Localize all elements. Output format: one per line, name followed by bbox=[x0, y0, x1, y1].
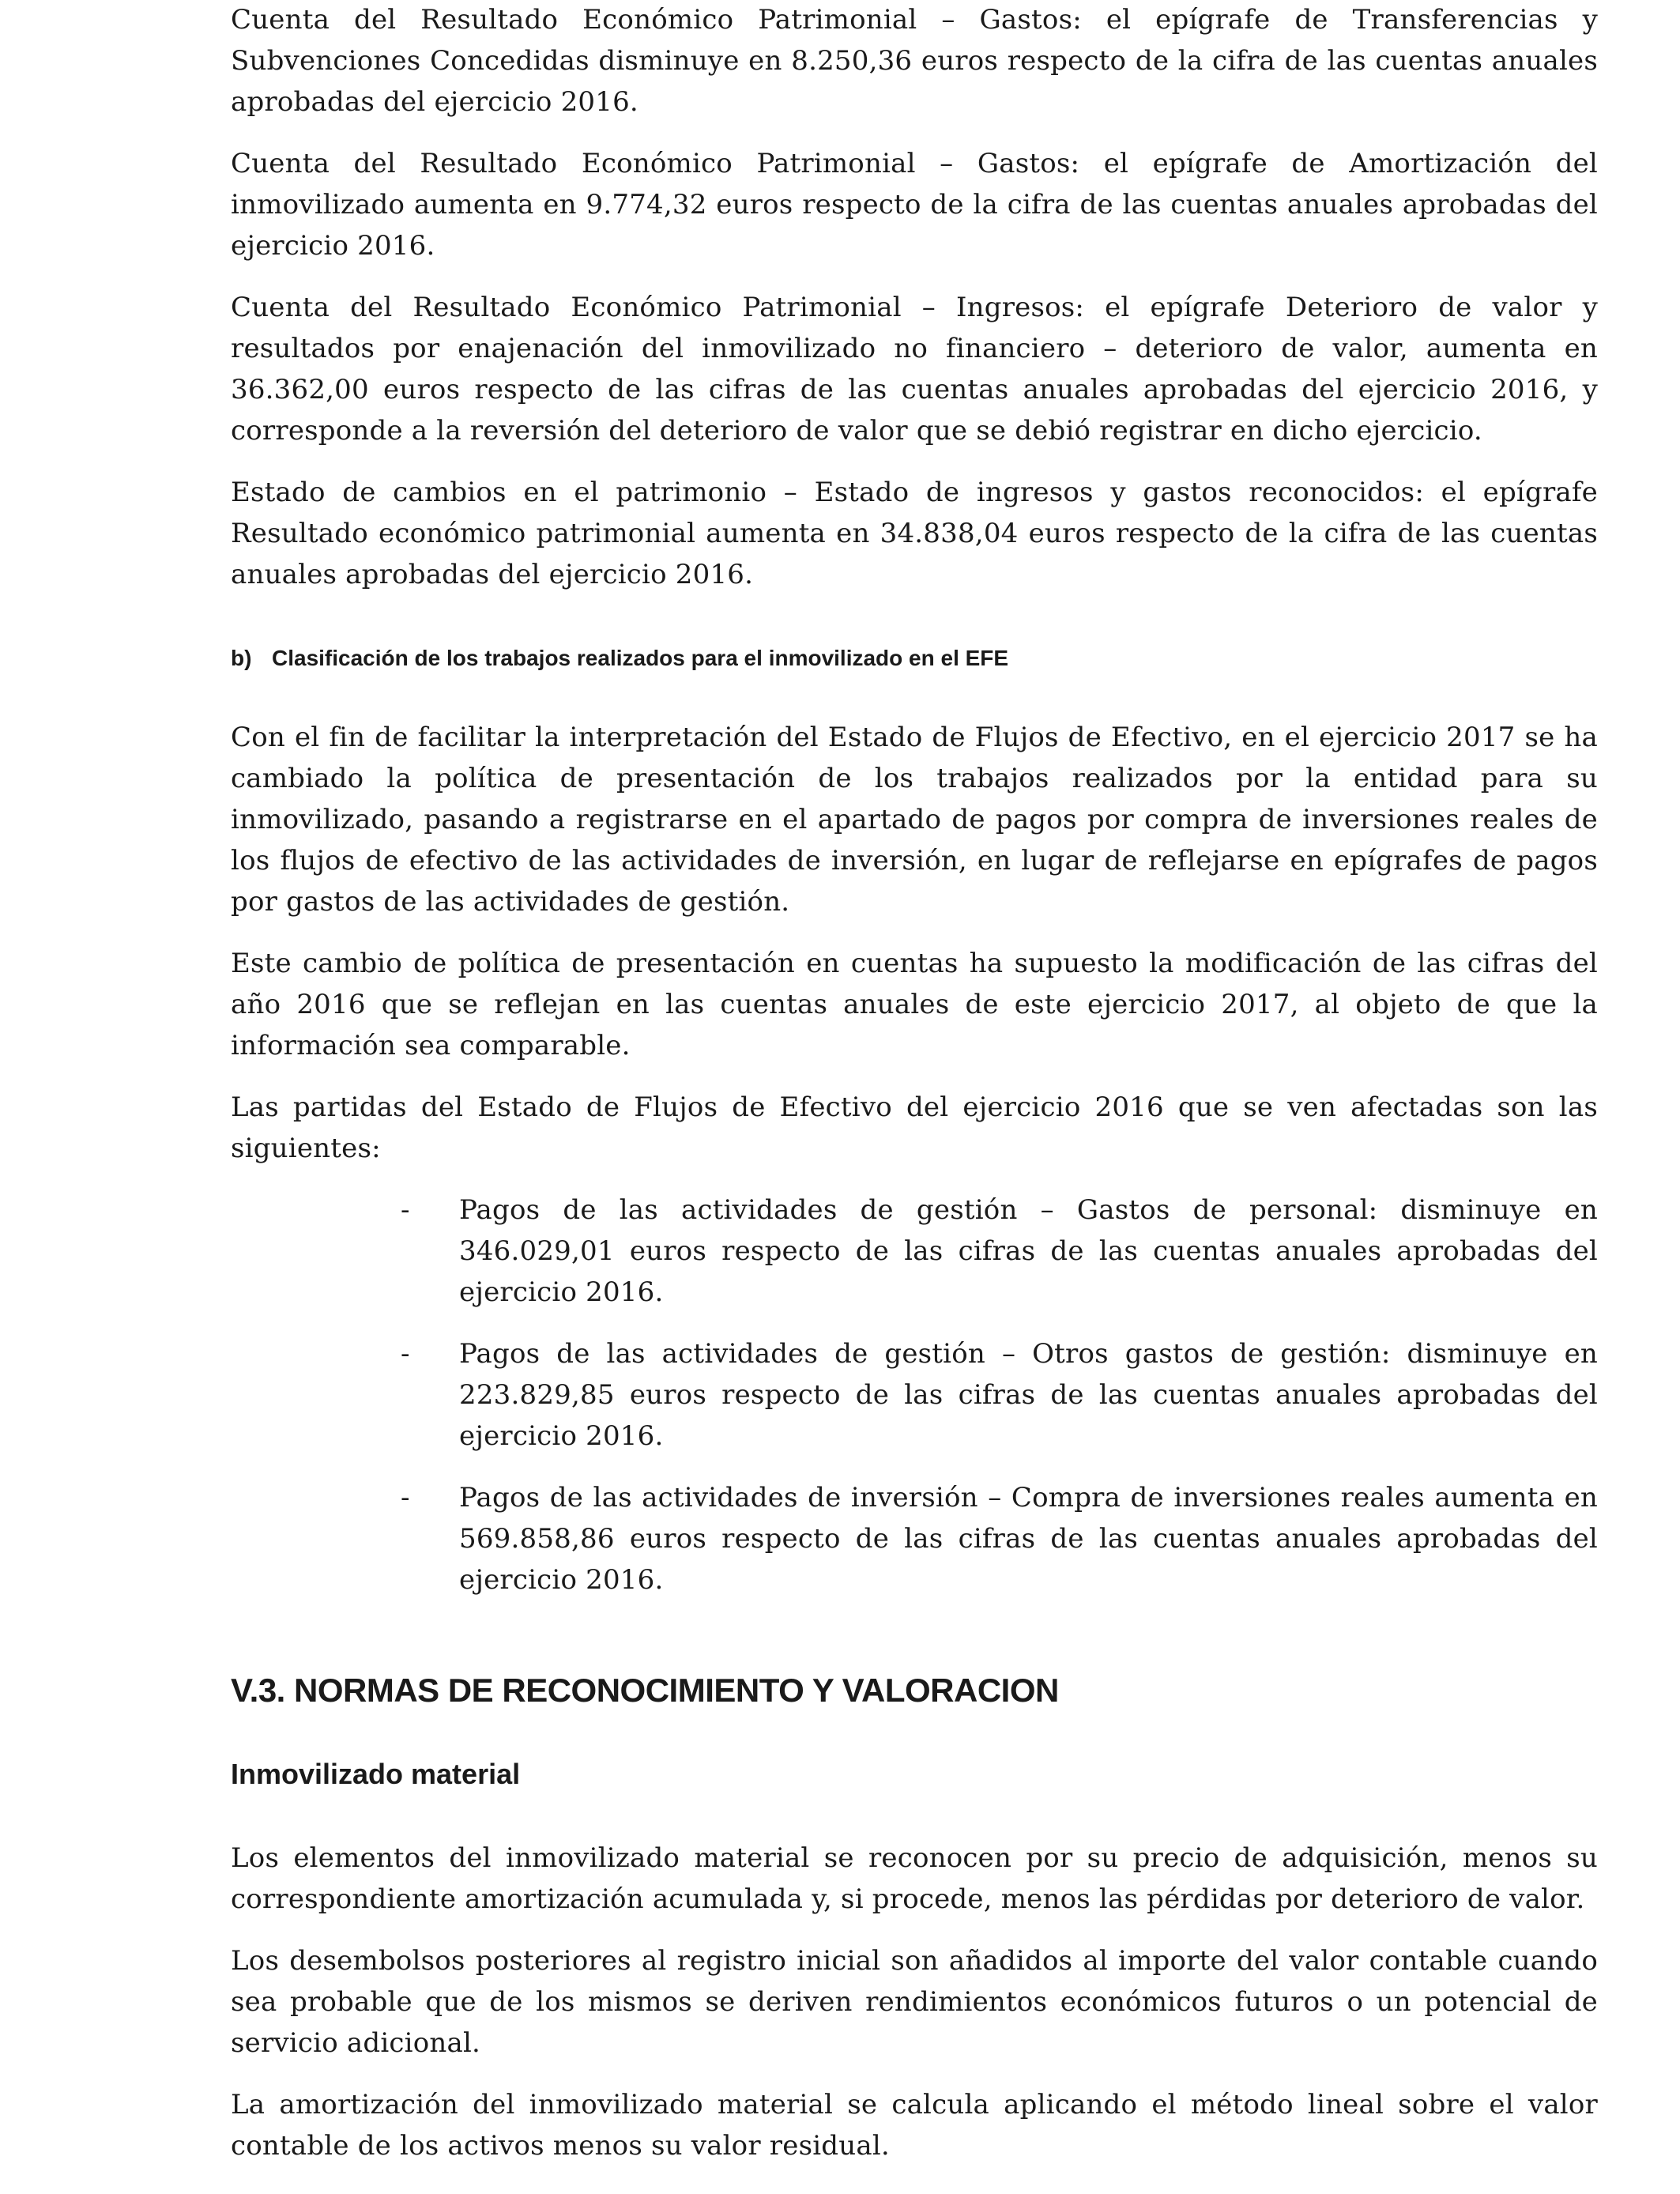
section-title: V.3. NORMAS DE RECONOCIMIENTO Y VALORACION bbox=[231, 1672, 1059, 1709]
bullet-text: Pagos de las actividades de inversión – Compra de inversiones reales aumenta en 569.858,86 euros respecto de las cifras de las cuentas anuales aprobadas del ejercicio 2016. bbox=[459, 1482, 1598, 1596]
subheading-b bbox=[231, 644, 1598, 673]
bullet-dash: - bbox=[401, 1482, 410, 1514]
paragraph-efe-intro: Con el fin de facilitar la interpretación del Estado de Flujos de Efectivo, en el ejercicio 2017 se ha cambiado la política de presentación de los trabajos realizados por la entidad para su inmovilizado, pasando a registrarse en el apartado de pagos por compra de inversiones reales de los flujos de efectivo de las actividades de inversión, en lugar de reflejarse en epígrafes de pagos por gastos de las actividades de gestión. bbox=[231, 722, 1598, 918]
list-item bbox=[401, 1333, 1598, 1457]
bullet-list bbox=[231, 1189, 1598, 1600]
paragraph-partidas: Las partidas del Estado de Flujos de Efectivo del ejercicio 2016 que se ven afectadas son las siguientes: bbox=[231, 1091, 1598, 1164]
bullet-dash: - bbox=[401, 1338, 410, 1370]
subheading-b-label: b) bbox=[231, 646, 252, 670]
bullet-text: Pagos de las actividades de gestión – Otros gastos de gestión: disminuye en 223.829,85 euros respecto de las cifras de las cuentas anuales aprobadas del ejercicio 2016. bbox=[459, 1338, 1598, 1452]
paragraph-cambio-politica: Este cambio de política de presentación en cuentas ha supuesto la modificación de las cifras del año 2016 que se reflejan en las cuentas anuales de este ejercicio 2017, al objeto de que la información sea comparable. bbox=[231, 948, 1598, 1061]
paragraph-metodo-lineal: La amortización del inmovilizado material se calcula aplicando el método lineal sobre el valor contable de los activos menos su valor residual. bbox=[231, 2089, 1598, 2162]
paragraph-deterioro: Cuenta del Resultado Económico Patrimonial – Ingresos: el epígrafe Deterioro de valor y resultados por enajenación del inmovilizado no financiero – deterioro de valor, aumenta en 36.362,00 euros respecto de las cifras de las cuentas anuales aprobadas del ejercicio 2016, y corresponde a la reversión del deterioro de valor que se debió registrar en dicho ejercicio. bbox=[231, 292, 1598, 447]
paragraph-transferencias: Cuenta del Resultado Económico Patrimonial – Gastos: el epígrafe de Transferencias y Subvenciones Concedidas disminuye en 8.250,36 euros respecto de la cifra de las cuentas anuales aprobadas del ejercicio 2016. bbox=[231, 4, 1598, 118]
paragraph-amortizacion: Cuenta del Resultado Económico Patrimonial – Gastos: el epígrafe de Amortización del inmovilizado aumenta en 9.774,32 euros respecto de la cifra de las cuentas anuales aprobadas del ejercicio 2016. bbox=[231, 148, 1598, 262]
paragraph-reconocimiento: Los elementos del inmovilizado material se reconocen por su precio de adquisición, menos su correspondiente amortización acumulada y, si procede, menos las pérdidas por deterioro de valor. bbox=[231, 1842, 1598, 1915]
paragraph-desembolsos: Los desembolsos posteriores al registro inicial son añadidos al importe del valor contable cuando sea probable que de los mismos se deriven rendimientos económicos futuros o un potencial de servicio adicional. bbox=[231, 1945, 1598, 2059]
subheading-b-text: Clasificación de los trabajos realizados para el inmovilizado en el EFE bbox=[272, 646, 1009, 670]
list-item bbox=[401, 1477, 1598, 1600]
document-page bbox=[231, 0, 1598, 2194]
list-item bbox=[401, 1189, 1598, 1313]
bullet-dash: - bbox=[401, 1194, 410, 1226]
paragraph-estado-cambios: Estado de cambios en el patrimonio – Estado de ingresos y gastos reconocidos: el epígrafe Resultado económico patrimonial aumenta en 34.838,04 euros respecto de la cifra de las cuentas anuales aprobadas del ejercicio 2016. bbox=[231, 477, 1598, 590]
bullet-text: Pagos de las actividades de gestión – Gastos de personal: disminuye en 346.029,01 euros respecto de las cifras de las cuentas anuales aprobadas del ejercicio 2016. bbox=[459, 1194, 1598, 1308]
subsection-title: Inmovilizado material bbox=[231, 1758, 521, 1790]
